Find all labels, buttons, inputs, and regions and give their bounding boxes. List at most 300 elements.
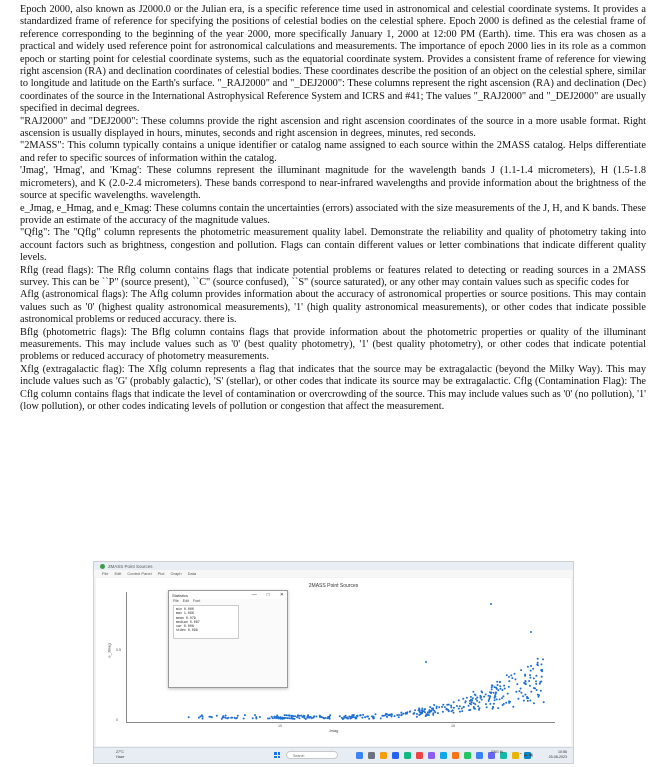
scatter-point (453, 707, 455, 709)
scatter-point (515, 691, 517, 693)
stats-menu-edit[interactable]: Edit (182, 599, 189, 603)
scatter-point (523, 700, 525, 702)
scatter-point (494, 697, 496, 699)
taskbar-app-icon[interactable] (356, 752, 363, 759)
statistics-window[interactable] (168, 590, 288, 688)
scatter-point (453, 701, 455, 703)
taskbar-app-icon[interactable] (512, 752, 519, 759)
scatter-point (537, 662, 539, 664)
scatter-point (244, 714, 246, 716)
scatter-point (492, 706, 494, 708)
scatter-point (339, 715, 341, 717)
stat-line: mean 0.079 (176, 615, 196, 620)
scatter-point (535, 675, 537, 677)
scatter-point (230, 717, 232, 719)
scatter-point (527, 700, 529, 702)
scatter-point (413, 713, 415, 715)
scatter-point (434, 711, 436, 713)
scatter-point (421, 708, 423, 710)
scatter-point (461, 708, 463, 710)
scatter-point (478, 701, 480, 703)
embedded-screenshot (93, 561, 574, 764)
scatter-point (527, 666, 529, 668)
scatter-point (528, 680, 530, 682)
taskbar-app-icon[interactable] (428, 752, 435, 759)
scatter-point (495, 691, 497, 693)
scatter-point (488, 695, 490, 697)
scatter-point (308, 716, 310, 718)
scatter-point (458, 708, 460, 710)
scatter-point (512, 706, 514, 708)
scatter-point (530, 670, 532, 672)
scatter-point (437, 712, 439, 714)
scatter-point (380, 717, 382, 719)
stats-menu-file[interactable]: File (173, 599, 179, 603)
scatter-point (533, 677, 535, 679)
y-tick-label: 0 (116, 718, 118, 722)
taskbar-app-icon[interactable] (416, 752, 423, 759)
scatter-point (303, 715, 305, 717)
scatter-point (319, 716, 321, 718)
scatter-point (394, 715, 396, 717)
scatter-point (470, 696, 472, 698)
paragraph: Aflg (astronomical flags): The Aflg column provides information about the accuracy of astronomical properties or source positions. This may contain values such as '0' (highest quality astronomical measurements), '1' (high quality astronomical measurements), or other codes that indicate possible astronomical problems or reduced accuracy. there is. (20, 289, 646, 326)
scatter-point (430, 710, 432, 712)
scatter-point (461, 710, 463, 712)
scatter-point (252, 717, 254, 719)
scatter-point (444, 706, 446, 708)
scatter-point (285, 714, 287, 716)
x-tick-label: 15 (451, 724, 455, 728)
scatter-point (499, 685, 501, 687)
scatter-point (522, 695, 524, 697)
scatter-point (539, 681, 541, 683)
scatter-point (306, 717, 308, 719)
scatter-point (442, 704, 444, 706)
scatter-point (525, 683, 527, 685)
clock-time: 10:56 (558, 750, 567, 754)
scatter-point (507, 693, 509, 695)
scatter-point (468, 709, 470, 711)
scatter-point (478, 709, 480, 711)
scatter-point (353, 714, 355, 716)
scatter-point (441, 706, 443, 708)
scatter-point (535, 680, 537, 682)
scatter-point (325, 717, 327, 719)
scatter-point (497, 684, 499, 686)
scatter-point (508, 686, 510, 688)
clock[interactable] (549, 750, 567, 759)
weather-desc: Haze (116, 754, 125, 759)
scatter-point (520, 692, 522, 694)
scatter-point (364, 716, 366, 718)
scatter-point (475, 694, 477, 696)
scatter-point (476, 700, 478, 702)
scatter-point (188, 716, 190, 718)
scatter-point (297, 716, 299, 718)
scatter-point (427, 713, 429, 715)
scatter-point (496, 698, 498, 700)
scatter-point (420, 713, 422, 715)
scatter-point (469, 700, 471, 702)
scatter-point (375, 713, 377, 715)
scatter-point (493, 692, 495, 694)
y-tick-label: 0.5 (116, 648, 121, 652)
scatter-point (386, 713, 388, 715)
scatter-point (468, 705, 470, 707)
paragraph: Epoch 2000, also known as J2000.0 or the Julian era, is a specific reference time used in astronomical and celestial coordinate systems. It provides a standardized frame of reference for specifying the positions of celestial bodies on the celestial sphere. Epoch 2000 is defined as the celestial frame of reference corresponding to the beginning of the year 2000, more specifically January 1, 2000 at 12:00 PM (Earth). time. This era was chosen as a practical and widely used reference point for astronomical calculations and measurements. The importance of epoch 2000 lies in its role as a common epoch or starting point for celestial coordinate systems, such as the equatorial coordinate system. Provides a consistent frame of reference for viewing right ascension (RA) and declination coordinates of celestial bodies. These coordinates describe the position of an object on the celestial sphere, similar to longitude and latitude on the Earth's surface. "_RAJ2000" and "_DEJ2000": These columns represent the right ascension (RA) and declination (Dec) coordinates of the source in the International Astrophysical Reference System and ICRS and #41; The values "_RAJ2000" and "_DEJ2000" are usually specified in decimal degrees. (20, 4, 646, 115)
menu-control-panel[interactable]: Control Panel (127, 571, 152, 576)
scatter-point (474, 703, 476, 705)
scatter-point (473, 707, 475, 709)
stat-line: var 0.006 (176, 624, 194, 629)
scatter-point (348, 716, 350, 718)
scatter-point (416, 716, 418, 718)
scatter-point (356, 717, 358, 719)
scatter-point (524, 694, 526, 696)
scatter-point (414, 709, 416, 711)
scatter-point (313, 717, 315, 719)
scatter-point (225, 715, 227, 717)
scatter-point (398, 716, 400, 718)
scatter-point (510, 674, 512, 676)
scatter-point (490, 692, 492, 694)
scatter-point (502, 695, 504, 697)
scatter-point (489, 703, 491, 705)
scatter-point (503, 685, 505, 687)
scatter-point (517, 698, 519, 700)
scatter-point (533, 687, 535, 689)
scatter-point (543, 701, 545, 703)
scatter-point (419, 709, 421, 711)
scatter-point (481, 692, 483, 694)
scatter-point (529, 674, 531, 676)
scatter-point (496, 688, 498, 690)
scatter-point (472, 691, 474, 693)
scatter-point (391, 716, 393, 718)
taskbar (94, 747, 573, 763)
scatter-point (502, 689, 504, 691)
maximize-icon[interactable]: □ (266, 592, 270, 598)
scatter-point (303, 717, 305, 719)
scatter-point (480, 697, 482, 699)
statistics-menu (169, 599, 287, 603)
scatter-point (530, 665, 532, 667)
scatter-point (508, 680, 510, 682)
windows-start-icon[interactable] (274, 752, 280, 758)
scatter-point (421, 709, 423, 711)
scatter-point (271, 716, 273, 718)
scatter-point (508, 676, 510, 678)
scatter-point (465, 700, 467, 702)
scatter-point (427, 712, 429, 714)
stat-line: max 1.096 (176, 611, 194, 616)
scatter-point (491, 686, 493, 688)
scatter-point (453, 712, 455, 714)
scatter-point (450, 705, 452, 707)
scatter-point (523, 682, 525, 684)
scatter-point (506, 674, 508, 676)
scatter-point (446, 704, 448, 706)
scatter-point (228, 717, 230, 719)
scatter-point (259, 716, 261, 718)
scatter-point (462, 698, 464, 700)
scatter-point (497, 707, 499, 709)
scatter-point (386, 716, 388, 718)
scatter-point (491, 684, 493, 686)
x-axis-label: Jmag (328, 728, 339, 733)
scatter-point (311, 717, 313, 719)
scatter-point (533, 702, 535, 704)
taskbar-app-icon[interactable] (404, 752, 411, 759)
scatter-point (356, 715, 358, 717)
document-text (20, 4, 646, 413)
scatter-point (477, 705, 479, 707)
scatter-point (383, 715, 385, 717)
scatter-point (529, 700, 531, 702)
scatter-point (511, 677, 513, 679)
scatter-point (536, 689, 538, 691)
scatter-point (509, 701, 511, 703)
scatter-point (396, 714, 398, 716)
paragraph: 'Jmag', 'Hmag', and 'Kmag': These columns represent the illuminant magnitude for the wavelength bands J (1.1-1.4 micrometers), H (1.5-1.8 micrometers), and K (2.0-2.4 micrometers). These bands correspond to near-infrared wavelengths and provide information about the brightness of the source at specific wavelengths. wavelength. (20, 165, 646, 202)
scatter-point (486, 706, 488, 708)
scatter-point (416, 713, 418, 715)
scatter-point (401, 714, 403, 716)
close-icon[interactable]: ✕ (279, 592, 284, 598)
scatter-point (542, 658, 544, 660)
scatter-point (418, 714, 420, 716)
paragraph: "Qflg": The "Qflg" column represents the photometric measurement quality label. Demonstrate the reliability and quality of photometry taking into account factors such as brightness, congestion and pollution. Flags can contain different values or letter combinations that indicate different quality levels. (20, 227, 646, 264)
scatter-point (269, 717, 271, 719)
scatter-point (299, 715, 301, 717)
scatter-point (216, 715, 218, 717)
paragraph: Xflg (extragalactic flag): The Xflg column represents a flag that indicates that the source may be extragalactic (beyond the Milky Way). This may include values such as 'G' (probably galactic), 'S' (stellar), or other codes that indicate its source may be extragalactic. Cflg (Contamination Flag): The Cflg column contains flags that indicate the level of contamination or overcrowding of the source. This may include values such as '0' (no pollution), '1' (low pollution), or other codes indicating levels of pollution or congestion that affect the measurement. (20, 363, 646, 412)
scatter-point (491, 688, 493, 690)
x-tick-label: 10 (278, 724, 282, 728)
scatter-point (540, 669, 542, 671)
scatter-point (499, 681, 501, 683)
scatter-point (432, 714, 434, 716)
scatter-point (235, 717, 237, 719)
menu-plot[interactable]: Plot (157, 571, 165, 576)
scatter-point (329, 714, 331, 716)
scatter-point (520, 688, 522, 690)
scatter-point (490, 603, 492, 605)
menu-edit[interactable]: Edit (114, 571, 122, 576)
scatter-point (504, 688, 506, 690)
scatter-point (525, 681, 527, 683)
taskbar-app-icon[interactable] (392, 752, 399, 759)
scatter-point (321, 716, 323, 718)
scatter-point (537, 658, 539, 660)
scatter-point (471, 701, 473, 703)
scatter-point (505, 702, 507, 704)
scatter-point (529, 685, 531, 687)
scatter-point (493, 703, 495, 705)
scatter-point (541, 676, 543, 678)
scatter-point (285, 717, 287, 719)
paragraph: Rflg (read flags): The Rflg column contains flags that indicate potential problems or features related to detecting or reading sources in a 2MASS survey. This can be ``P" (source present), ``C" (source confused), ``S" (source saturated), or any other may contain values such as specific codes for (20, 264, 646, 288)
scatter-point (530, 631, 532, 633)
scatter-point (419, 711, 421, 713)
taskbar-app-icon[interactable] (464, 752, 471, 759)
scatter-point (483, 696, 485, 698)
scatter-point (492, 708, 494, 710)
menu-bar (94, 570, 573, 577)
scatter-point (201, 714, 203, 716)
scatter-point (391, 713, 393, 715)
scatter-point (368, 718, 370, 720)
scatter-point (328, 717, 330, 719)
scatter-point (361, 717, 363, 719)
scatter-point (237, 715, 239, 717)
minimize-icon[interactable]: — (251, 592, 257, 598)
scatter-point (537, 694, 539, 696)
paragraph: e_Jmag, e_Hmag, and e_Kmag: These columns contain the uncertainties (errors) associated with the size measurements of the J, H, and K bands. These provide an estimate of the accuracy of the magnitude values. (20, 202, 646, 226)
scatter-point (494, 695, 496, 697)
scatter-point (494, 699, 496, 701)
scatter-point (496, 681, 498, 683)
paragraph: Bflg (photometric flags): The Bflg column contains flags that provide information about the photometric properties or quality of the illuminant measurements. This may include values such as '0' (best quality photometry), '1' (best quality photometry), or other codes that indicate potential problems or reduced accuracy of photometry measurements. (20, 326, 646, 363)
scatter-point (298, 717, 300, 719)
menu-data[interactable]: Data (187, 571, 197, 576)
scatter-point (481, 699, 483, 701)
scatter-point (254, 714, 256, 716)
scatter-point (540, 690, 542, 692)
scatter-point (529, 677, 531, 679)
scatter-point (495, 693, 497, 695)
scatter-point (343, 717, 345, 719)
weather-widget[interactable] (116, 750, 124, 759)
weather-temp: 27°C (116, 750, 125, 754)
scatter-point (463, 706, 465, 708)
scatter-point (398, 714, 400, 716)
scatter-point (466, 697, 468, 699)
menu-file[interactable]: File (102, 571, 109, 576)
scatter-point (447, 709, 449, 711)
scatter-point (289, 714, 291, 716)
scatter-point (450, 706, 452, 708)
scatter-point (520, 669, 522, 671)
scatter-point (497, 689, 499, 691)
scatter-point (524, 674, 526, 676)
scatter-point (429, 706, 431, 708)
scatter-point (530, 691, 532, 693)
scatter-point (532, 668, 534, 670)
y-axis-label: e_Jmag (106, 643, 112, 658)
scatter-point (255, 718, 257, 720)
taskbar-app-icon[interactable] (380, 752, 387, 759)
scatter-point (402, 713, 404, 715)
scatter-point (432, 707, 434, 709)
scatter-point (485, 703, 487, 705)
taskbar-apps (356, 752, 531, 759)
taskbar-app-icon[interactable] (476, 752, 483, 759)
scatter-point (438, 706, 440, 708)
taskbar-search-input[interactable]: Search (286, 751, 338, 759)
scatter-point (351, 717, 353, 719)
scatter-point (503, 703, 505, 705)
window-titlebar (94, 562, 573, 570)
clock-date: 25-08-2023 (548, 754, 567, 759)
statistics-title: Statistics (172, 592, 189, 598)
app-icon (100, 564, 105, 569)
scatter-point (433, 704, 435, 706)
scatter-point (515, 678, 517, 680)
scatter-point (539, 683, 541, 685)
scatter-point (366, 716, 368, 718)
scatter-point (292, 718, 294, 720)
scatter-point (499, 698, 501, 700)
scatter-point (222, 715, 224, 717)
plot-area (96, 578, 571, 746)
scatter-point (519, 690, 521, 692)
menu-graph[interactable]: Graph (170, 571, 182, 576)
scatter-point (541, 663, 543, 665)
taskbar-app-icon[interactable] (368, 752, 375, 759)
scatter-point (284, 714, 286, 716)
taskbar-app-icon[interactable] (440, 752, 447, 759)
scatter-point (472, 697, 474, 699)
paragraph: "2MASS": This column typically contains a unique identifier or catalog name assigned to each source within the 2MASS catalog. Helps differentiate and refer to specific sources of information within the catalog. (20, 140, 646, 164)
stat-line: stdev 0.098 (176, 628, 198, 633)
taskbar-app-icon[interactable] (452, 752, 459, 759)
scatter-point (276, 715, 278, 717)
scatter-point (362, 714, 364, 716)
scatter-point (294, 718, 296, 720)
scatter-point (476, 697, 478, 699)
scatter-point (514, 673, 516, 675)
language-indicator[interactable]: ENG IN (491, 750, 503, 754)
scatter-point (225, 717, 227, 719)
scatter-point (469, 703, 471, 705)
stats-menu-font[interactable]: Font (193, 599, 201, 603)
scatter-point (489, 697, 491, 699)
stat-line: median 0.067 (176, 619, 200, 624)
scatter-point (346, 717, 348, 719)
scatter-point (424, 711, 426, 713)
scatter-point (537, 664, 539, 666)
scatter-point (290, 718, 292, 720)
scatter-point (424, 708, 426, 710)
scatter-point (202, 718, 204, 720)
scatter-point (535, 683, 537, 685)
statistics-output (173, 605, 239, 639)
statistics-titlebar (169, 591, 287, 599)
scatter-point (456, 705, 458, 707)
scatter-point (287, 717, 289, 719)
scatter-point (406, 713, 408, 715)
stat-line: min 0.000 (176, 607, 194, 611)
scatter-point (360, 714, 362, 716)
scatter-point (210, 716, 212, 718)
system-tray-icons[interactable]: ⌃ ☁ ◀) (519, 752, 533, 757)
scatter-point (409, 710, 411, 712)
scatter-point (400, 712, 402, 714)
scatter-point (458, 699, 460, 701)
scatter-point (327, 717, 329, 719)
scatter-point (516, 683, 518, 685)
scatter-point (526, 696, 528, 698)
scatter-point (485, 693, 487, 695)
scatter-point (442, 711, 444, 713)
scatter-point (315, 716, 317, 718)
scatter-point (451, 710, 453, 712)
scatter-point (425, 715, 427, 717)
scatter-point (501, 697, 503, 699)
scatter-point (436, 707, 438, 709)
